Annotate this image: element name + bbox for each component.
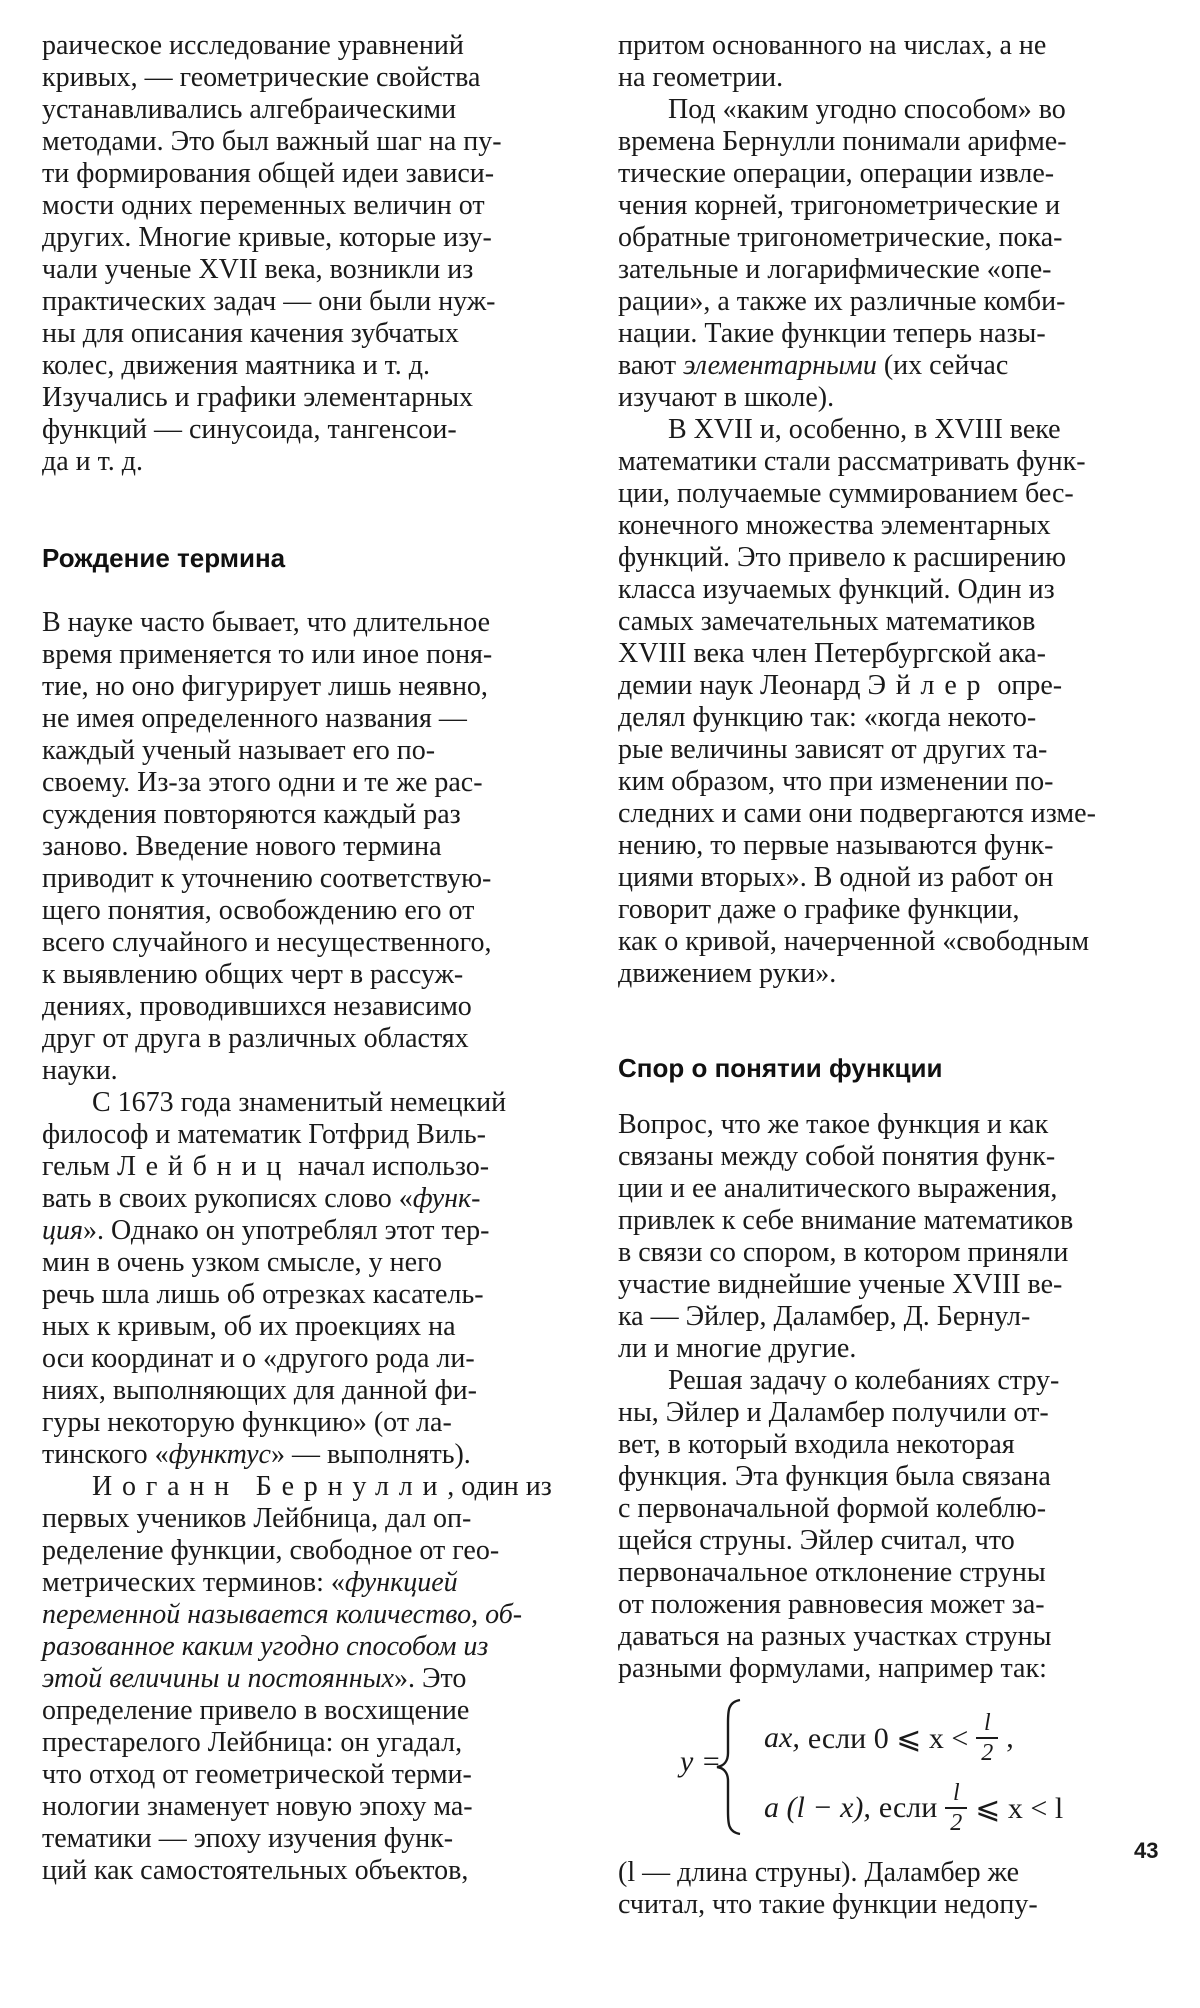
paragraph-string: Решая задачу о колебаниях стру- ны, Эйлер и Даламбер получили от- вет, в который входила некоторая функция. Эта функция была связана с первоначальной формой колеблю- щейся струны. Эйлер считал, что первоначальное отклонение струны от положения равновесия может за- даваться на разных участках струны разными формулами, например так: [618,1365,1060,1684]
name-euler: Эйлер [867,670,991,701]
paragraph-curves: раическое исследование уравнений кривых, — геометрические свойства устанавливались алгебраическими методами. Это был важный шаг на пу- ти формирования общей идеи зависи- мости одних переменных величин от других. Многие кривые, которые изу- чали ученые XVII века, возникли из практических задач — они были нуж- ны для описания качения зубчатых колес, движения маятника и т. д. Изучались и графики элементарных функций — синусоида, тангенсои- да и т. д. [42,30,502,477]
bernoulli-definition: функцией переменной называется количество, об- разованное каким угодно способом из этой величины и постоянных [42,1567,523,1694]
curly-brace-icon [714,1697,744,1837]
piecewise-formula [618,1695,1173,1845]
heading-birth-of-term: Рождение термина [42,543,286,573]
paragraph-euler: В XVII и, особенно, в XVIII веке математики стали рассматривать функ- ции, получаемые суммированием бес- конечного множества элементарных функций. Это привело к расширению класса изучаемых функций. Один из самых замечательных математиков XVIII века член Петербургской ака- демии наук Леонард Эйлер опре- делял функцию так: «когда некото- рые величины зависят от других та- ким образом, что при изменении по- следних и сами они подвергаются изме- нению, то первые называются функ- циями вторых». В одной из работ он говорит даже о графике функции, как о кривой, начерченной «свободным движением руки». [618,414,1096,989]
paragraph-leibniz: С 1673 года знаменитый немецкий философ и математик Готфрид Виль- гельм Лейбниц начал использо- вать в своих рукописях слово «функ- ция». Однако он употреблял этот тер- мин в очень узком смысле, у него речь шла лишь об отрезках касатель- ных к кривым, об их проекциях на оси координат и о «другого рода ли- ниях, выполняющих для данной фи- гуры некоторую функцию» (от ла- тинского «функтус» — выполнять). [42,1087,507,1470]
name-bernoulli: Иоганн Бернулли [92,1471,448,1502]
paragraph-bernoulli: Иоганн Бернулли, один из первых учеников Лейбница, дал оп- ределение функции, свободное от гео- метрических терминов: «функцией переменной называется количество, об- разованное каким угодно способом из этой величины и постоянных». Это определение привело в восхищение престарелого Лейбница: он угадал, что отход от геометрической терми- нологии знаменует новую эпоху ма- тематики — эпоху изучения функ- ций как самостоятельных объектов, [42,1471,552,1886]
page-number: 43 [1134,1838,1159,1863]
fraction-l-over-2: $\frac{l}{2}$ [945,1781,967,1835]
heading-dispute: Спор о понятии функции [618,1053,943,1083]
formula-case-2: a (l − x), если $\frac{l}{2}$ ⩽ x < l [764,1780,1064,1836]
name-leibniz: Лейбниц [117,1151,292,1182]
paragraph-any-way: Под «каким угодно способом» во времена Бернулли понимали арифме- тические операции, операции извле- чения корней, тригонометрические и обратные тригонометрические, пока- зательные и логарифмические «опе- рации», а также их различные комби- нации. Такие функции теперь назы- вают элементарными (их сейчас изучают в школе). [618,94,1067,413]
fraction-l-over-2: $\frac{l}{2}$ [976,1711,998,1765]
left-column [42,30,597,1887]
paragraph-string-length: (l — длина струны). Даламбер же считал, что такие функции недопу- [618,1857,1038,1920]
formula-lhs: y = [680,1745,722,1778]
paragraph-science: В науке часто бывает, что длительное время применяется то или иное поня- тие, но оно фигурирует лишь неявно, не имея определенного названия — каждый ученый называет его по- своему. Из-за этого одни и те же рас- суждения повторяются каждый раз заново. Введение нового термина приводит к уточнению соответствую- щего понятия, освобождению его от всего случайного и несущественного, к выявлению общих черт в рассуж- дениях, проводившихся независимо друг от друга в различных областях науки. [42,607,493,1086]
formula-case-1: ax, если 0 ⩽ x < $\frac{l}{2}$ , [764,1710,1014,1766]
paragraph-question: Вопрос, что же такое функция и как связаны между собой понятия функ- ции и ее аналитического выражения, привлек к себе внимание математиков в связи со спором, в котором приняли участие виднейшие ученые XVIII ве- ка — Эйлер, Даламбер, Д. Бернул- ли и многие другие. [618,1109,1074,1364]
paragraph-numbers: притом основанного на числах, а не на геометрии. [618,30,1047,93]
right-column [618,30,1173,1921]
